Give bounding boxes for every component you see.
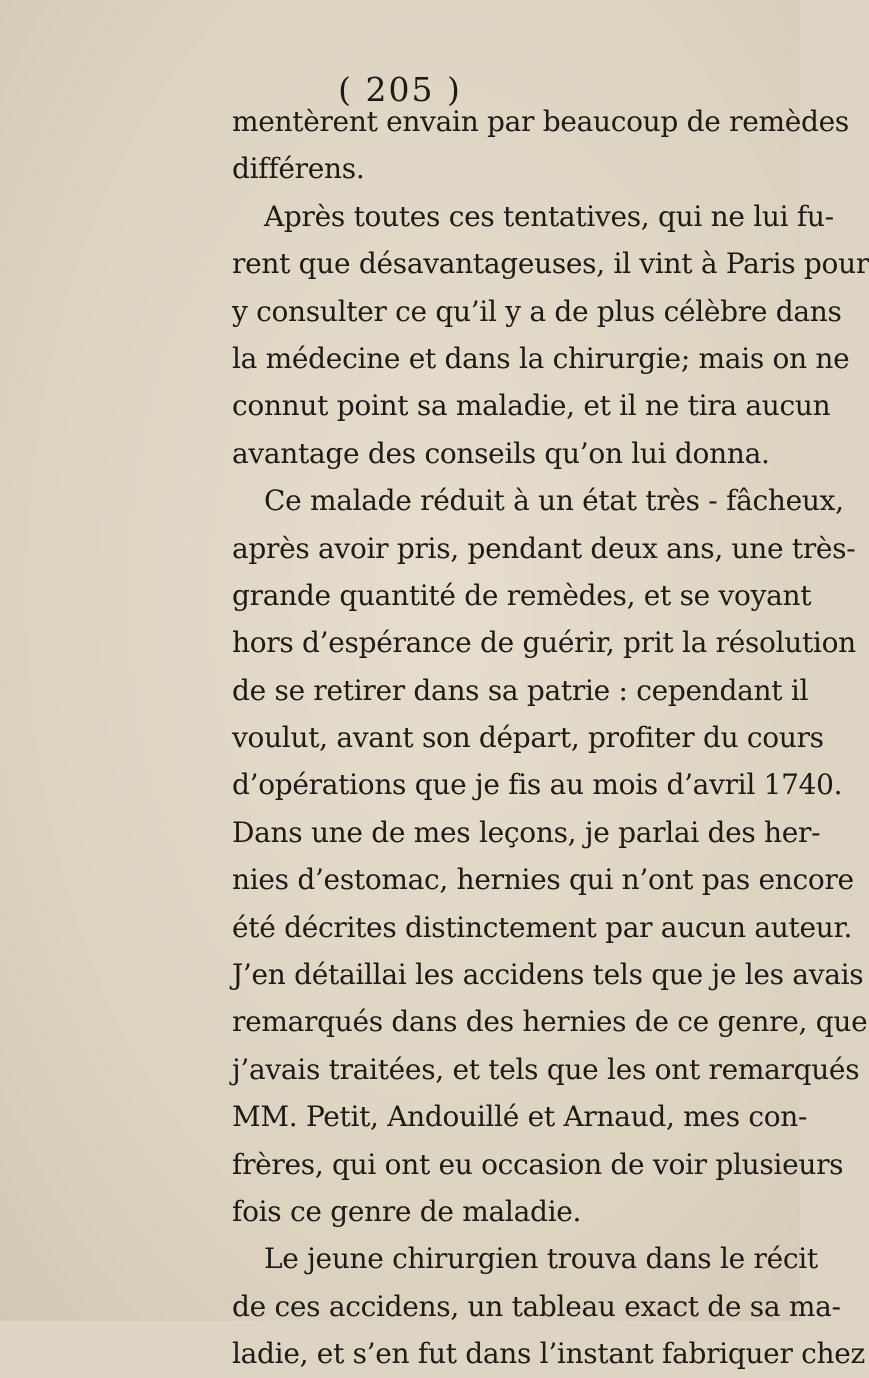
text-line: ladie, et s’en fut dans l’instant fabriquer chez [232,1337,865,1371]
text-line: de ces accidens, un tableau exact de sa ma- [232,1289,841,1323]
text-line: avantage des conseils qu’on lui donna. [232,436,770,470]
text-line: nies d’estomac, hernies qui n’ont pas encore [232,863,854,897]
text-line: été décrites distinctement par aucun auteur. [232,910,853,944]
text-line: j’avais traitées, et tels que les ont remarqués [232,1052,860,1086]
text-line: connut point sa maladie, et il ne tira aucun [232,389,831,423]
text-line: MM. Petit, Andouillé et Arnaud, mes con- [232,1100,808,1134]
text-line: après avoir pris, pendant deux ans, une très- [232,531,856,565]
text-line: Après toutes ces tentatives, qui ne lui fu- [264,199,834,233]
text-line: fois ce genre de maladie. [232,1194,582,1228]
text-line: Dans une de mes leçons, je parlai des her- [232,815,821,849]
text-line: grande quantité de remèdes, et se voyant [232,578,812,612]
text-line: la médecine et dans la chirurgie; mais on ne [232,341,850,375]
text-line: différens. [232,152,365,186]
text-line: Le jeune chirurgien trouva dans le récit [264,1242,818,1276]
text-line: J’en détaillai les accidens tels que je les avais [232,958,864,992]
text-line: rent que désavantageuses, il vint à Paris pour [232,247,869,281]
text-line: de se retirer dans sa patrie : cependant il [232,673,809,707]
text-line: y consulter ce qu’il y a de plus célèbre dans [232,294,842,328]
text-line: d’opérations que je fis au mois d’avril 1740. [232,768,843,802]
page-number: ( 205 ) [338,70,462,109]
text-line: remarqués dans des hernies de ce genre, que [232,1005,868,1039]
text-line: Ce malade réduit à un état très - fâcheux, [264,484,844,518]
text-line: hors d’espérance de guérir, prit la résolution [232,626,856,660]
text-line: frères, qui ont eu occasion de voir plusieurs [232,1147,844,1181]
text-line: mentèrent envain par beaucoup de remèdes [232,105,849,138]
text-line: voulut, avant son départ, profiter du cours [232,721,824,755]
body-text [232,98,869,1378]
